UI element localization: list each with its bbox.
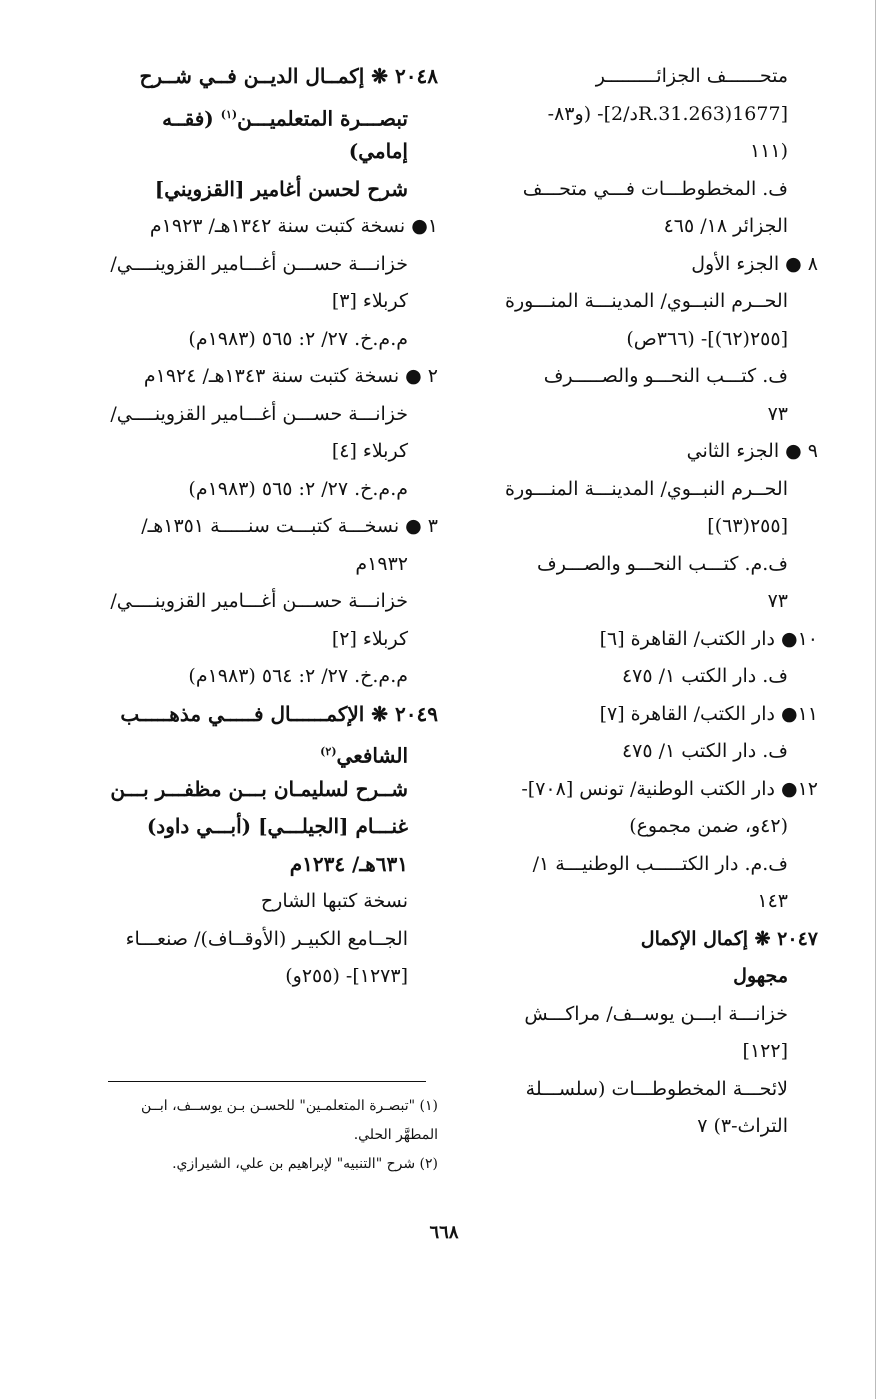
line-text: الحــرم النبــوي/ المدينـــة المنـــورة [505, 477, 788, 500]
footnote-line: المطهَّر الحلي. [353, 1127, 438, 1143]
text-line [473, 208, 788, 246]
line-text: مجهول [733, 965, 788, 987]
line-text-continued: (فقــه [162, 106, 221, 131]
text-line [473, 958, 788, 996]
line-text: [٢٥٥(٦٢)]- (٣٦٦ص) [626, 327, 788, 350]
text-line [98, 808, 408, 846]
line-text: ٩ ● الجزء الثاني [686, 440, 818, 462]
text-line [473, 1033, 788, 1071]
text-line [473, 396, 788, 434]
text-line [98, 621, 408, 659]
text-line [98, 658, 408, 696]
text-line [98, 358, 438, 396]
footnote-separator [108, 1081, 426, 1082]
line-text: (١١١ [749, 140, 788, 162]
line-text: ١٢● دار الكتب الوطنية/ تونس [٧٠٨]- [521, 777, 818, 800]
line-text: ١٤٣ [757, 890, 788, 912]
text-line [473, 96, 788, 134]
text-line [98, 283, 408, 321]
line-text: ١١● دار الكتب/ القاهرة [٧] [599, 702, 818, 725]
line-text: كربلاء [٢] [331, 627, 408, 650]
text-line [98, 846, 408, 884]
text-line [98, 171, 408, 209]
text-line [473, 471, 788, 509]
line-text: كربلاء [٤] [331, 440, 408, 462]
line-text: ف. دار الكتب ١/ ٤٧٥ [621, 665, 788, 687]
text-line [473, 358, 788, 396]
line-text: شرح لحسن أغامير [القزويني] [154, 176, 408, 201]
line-text: ٢٠٤٧ ❋ إكمال الإكمال [640, 927, 818, 950]
line-text: ف. المخطوطـــات فـــي متحـــف [522, 177, 788, 200]
text-line [473, 771, 818, 809]
text-line [98, 921, 408, 959]
footnote-marker: (١) [220, 107, 238, 121]
footnote-marker: (٢) [320, 745, 337, 758]
text-line [473, 621, 818, 659]
line-text: ف.م. كتـــب النحـــو والصـــرف [537, 552, 788, 575]
text-line [473, 1071, 788, 1109]
text-line [98, 958, 408, 996]
footnotes [98, 1092, 438, 1179]
line-text: خزانـــة حســـن أغـــامير القزوينــــي/ [110, 402, 408, 425]
left-column [98, 58, 438, 996]
line-text: م.م.خ. ٢٧/ ٢: ٥٦٥ (١٩٨٣م) [188, 327, 408, 350]
text-line [98, 321, 408, 359]
right-column [473, 58, 818, 1146]
text-line [98, 208, 438, 246]
line-text: (٤٢و، ضمن مجموع) [629, 815, 788, 837]
line-text: لائحـــة المخطوطـــات (سلســـلة [525, 1077, 788, 1100]
line-text: ٢ ● نسخة كتبت سنة ١٣٤٣هـ/ ١٩٢٤م [143, 365, 438, 387]
text-line [473, 133, 788, 171]
line-text: نسخة كتبها الشارح [260, 890, 408, 912]
line-text: الجزائر ١٨/ ٤٦٥ [663, 215, 788, 237]
text-line [473, 1108, 788, 1146]
text-line [98, 58, 438, 96]
line-text: ف. كتـــب النحـــو والصـــــرف [543, 365, 788, 387]
text-line [473, 808, 788, 846]
line-text: م.م.خ. ٢٧/ ٢: ٥٦٥ (١٩٨٣م) [188, 477, 408, 500]
line-text: [١٢٧٣]- (٢٥٥و) [285, 965, 408, 987]
text-line [473, 883, 788, 921]
line-text: خزانـــة ابـــن يوســف/ مراكـــش [524, 1002, 788, 1025]
line-text: خزانـــة حســـن أغـــامير القزوينــــي/ [110, 252, 408, 275]
line-text: ٦٣١هـ/ ١٢٣٤م [289, 851, 408, 876]
line-text: شــرح لسليمـان بـــن مظفـــر بـــن [110, 776, 408, 801]
line-text: ١٠● دار الكتب/ القاهرة [٦] [599, 627, 818, 650]
text-line [98, 508, 438, 546]
footnote-line: (١) "تبصـرة المتعلمـين" للحسـن بـن يوســف، ابــن [141, 1098, 438, 1114]
line-text: [٢٥٥(٦٣)] [707, 515, 788, 537]
line-text: التراث-٣) ٧ [697, 1115, 788, 1137]
text-line [473, 583, 788, 621]
line-text: ٨ ● الجزء الأول [691, 252, 818, 275]
footnote-line: (٢) شرح "التنبيه" لإبراهيم بن علي، الشيرازي. [172, 1156, 438, 1172]
text-line [473, 546, 788, 584]
page-edge-line [875, 0, 876, 1399]
text-line [473, 433, 818, 471]
line-text: ٧٣ [767, 402, 788, 425]
text-line [473, 283, 788, 321]
text-line [473, 321, 788, 359]
text-line [98, 433, 408, 471]
text-line [98, 771, 408, 809]
text-line [473, 921, 818, 959]
line-text: ف.م. دار الكتـــــب الوطنيـــة ١/ [532, 852, 788, 875]
text-line [473, 696, 818, 734]
page-number: ٦٦٨ [429, 1222, 459, 1243]
text-line [98, 471, 408, 509]
text-line [98, 396, 408, 434]
text-line [98, 246, 408, 284]
line-text: ١٩٣٢م [355, 552, 408, 575]
line-text: تبصـــرة المتعلميـــن [237, 106, 408, 131]
line-text: متحــــــف الجزائـــــــــر [595, 65, 788, 87]
text-line [473, 246, 818, 284]
line-text: ١● نسخة كتبت سنة ١٣٤٢هـ/ ١٩٢٣م [149, 215, 438, 237]
text-line [473, 508, 788, 546]
line-text: الحــرم النبــوي/ المدينـــة المنـــورة [505, 290, 788, 312]
line-text: ٧٣ [767, 590, 788, 612]
text-line [98, 546, 408, 584]
line-text: ٣ ● نسخـــة كتبـــت سنـــــة ١٣٥١هـ/ [141, 515, 438, 537]
text-line [98, 696, 438, 734]
text-line [98, 883, 408, 921]
text-line [473, 658, 788, 696]
line-text: الجــامع الكبيـر (الأوقــاف)/ صنعـــاء [125, 927, 408, 950]
line-text: خزانـــة حســـن أغـــامير القزوينــــي/ [110, 590, 408, 612]
line-text: [١٢٢] [742, 1040, 788, 1062]
line-text: غنـــام [الجيلـــي] (أبـــي داود) [146, 814, 408, 838]
line-text: الشافعي [336, 743, 408, 768]
line-text: [1677(263.R.31د/2]- (و٨٣- [547, 102, 788, 125]
text-line [473, 58, 788, 96]
text-line [473, 171, 788, 209]
line-text: كربلاء [٣] [331, 290, 408, 312]
text-line [473, 996, 788, 1034]
line-text: ٢٠٤٨ ❋ إكمــال الديــن فــي شــرح [139, 64, 438, 88]
line-text: ف. دار الكتب ١/ ٤٧٥ [621, 740, 788, 762]
line-text: م.م.خ. ٢٧/ ٢: ٥٦٤ (١٩٨٣م) [188, 665, 408, 687]
text-line [98, 133, 408, 171]
text-line [473, 846, 788, 884]
line-text: إمامي) [348, 139, 408, 163]
text-line [473, 733, 788, 771]
line-text: ٢٠٤٩ ❋ الإكمــــــال فـــــي مذهـــــب [120, 701, 438, 726]
text-line [98, 583, 408, 621]
text-line [98, 733, 408, 771]
text-line [98, 96, 408, 134]
